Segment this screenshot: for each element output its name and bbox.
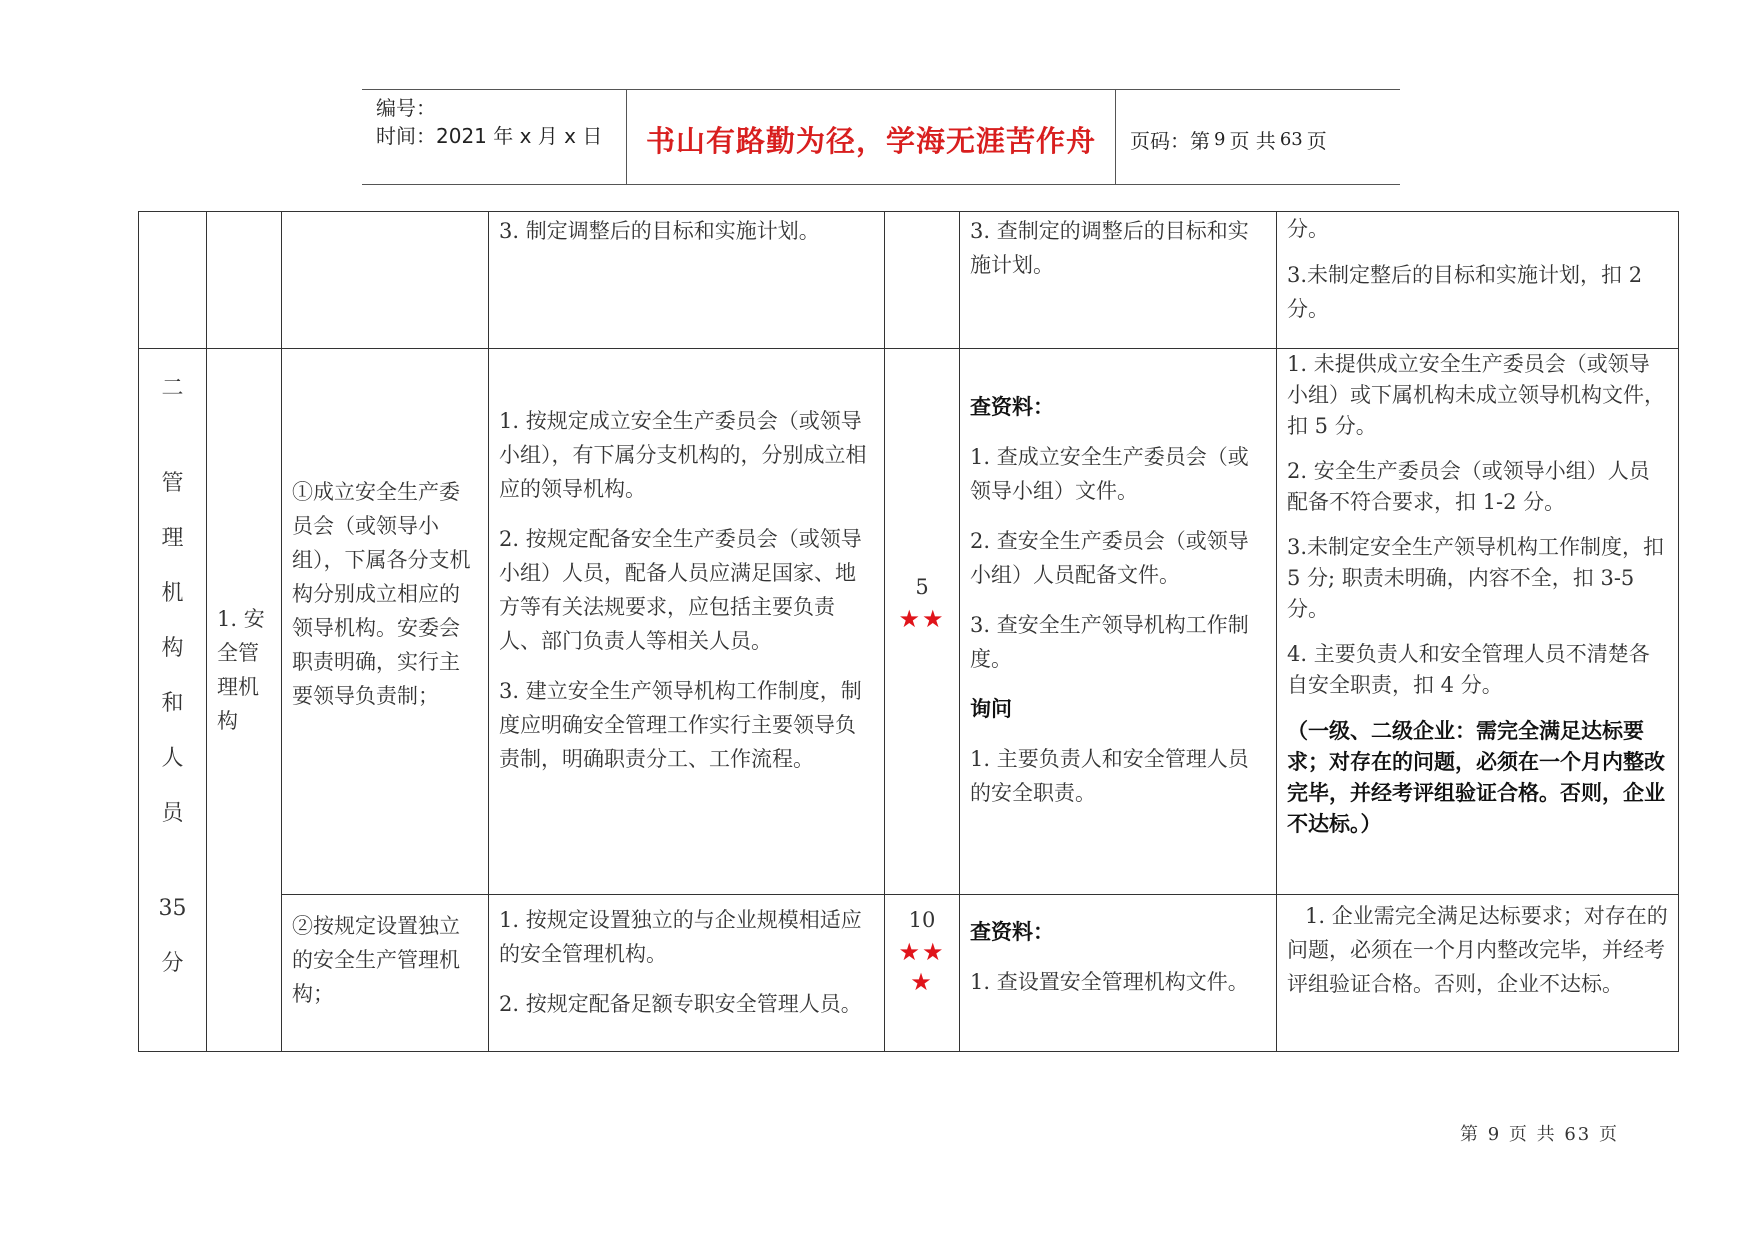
deduction-cell (1277, 212, 1679, 349)
category-cell (139, 349, 207, 1052)
score-value: 10 (908, 908, 936, 932)
document-header (362, 89, 1400, 185)
deduction-cell (1277, 349, 1679, 895)
requirement-text: 2. 按规定配备安全生产委员会（或领导小组）人员，配备人员应满足国家、地方等有关法规要求，应包括主要负责人、部门负责人等相关人员。 (499, 526, 862, 653)
deduction-text: 1. 企业需完全满足达标要求；对存在的问题，必须在一个月内整改完毕，并经考评组验证合格。否则，企业不达标。 (1287, 904, 1668, 996)
requirement-text: 1. 按规定成立安全生产委员会（或领导小组），有下属分支机构的，分别成立相应的领导机构。 (499, 408, 867, 501)
empty-cell (885, 212, 960, 349)
requirement-text: 2. 按规定配备足额专职安全管理人员。 (499, 992, 862, 1016)
deduction-note: （一级、二级企业：需完全满足达标要求；对存在的问题，必须在一个月内整改完毕，并经考评组验证合格。否则，企业不达标。） (1287, 718, 1665, 836)
content-text: ①成立安全生产委员会（或领导小组），下属各分支机构分别成立相应的领导机构。安委会职责明确，实行主要领导负责制； (292, 479, 471, 708)
empty-cell (282, 212, 489, 349)
page-footer: 第 9 页 共 63 页 (1460, 1124, 1619, 1145)
requirement-text: 3. 制定调整后的目标和实施计划。 (499, 219, 820, 243)
deduction-text: 2. 安全生产委员会（或领导小组）人员配备不符合要求，扣 1-2 分。 (1287, 459, 1650, 514)
method-heading: 查资料： (970, 393, 1054, 419)
score-value: 5 (915, 574, 929, 599)
star-icon: ★★ (898, 938, 946, 966)
table-row (139, 212, 1679, 349)
deduction-text: 4. 主要负责人和安全管理人员不清楚各自安全职责，扣 4 分。 (1287, 642, 1650, 697)
deduction-text: 分。 (1287, 217, 1329, 241)
header-motto: 书山有路勤为径，学海无涯苦作舟 (626, 90, 1116, 184)
method-text: 2. 查安全生产委员会（或领导小组）人员配备文件。 (970, 528, 1249, 587)
star-icon: ★ (910, 968, 934, 996)
score-cell (885, 895, 960, 1052)
page-mid: 页 共 (1229, 128, 1276, 153)
content-text: ②按规定设置独立的安全生产管理机构； (292, 914, 460, 1006)
content-cell (282, 349, 489, 895)
category-char: 和 (161, 691, 184, 716)
method-text: 1. 查设置安全管理机构文件。 (970, 970, 1249, 994)
page-total: 63 (1279, 128, 1303, 150)
category-char: 二 (161, 376, 184, 401)
requirement-cell (489, 212, 885, 349)
method-cell (960, 895, 1277, 1052)
requirement-cell (489, 895, 885, 1052)
content-cell (282, 895, 489, 1052)
deduction-text: 3.未制定整后的目标和实施计划，扣 2 分。 (1287, 263, 1643, 321)
empty-cell (139, 212, 207, 349)
method-text: 1. 查成立安全生产委员会（或领导小组）文件。 (970, 444, 1249, 503)
method-text: 3. 查安全生产领导机构工作制度。 (970, 612, 1249, 671)
item-text: 1. 安全管理机构 (217, 607, 265, 733)
empty-cell (207, 212, 282, 349)
category-char: 人 (161, 746, 184, 771)
category-char: 员 (161, 801, 184, 826)
deduction-text: 3.未制定安全生产领导机构工作制度，扣 5 分; 职责未明确，内容不全，扣 3-5 分。 (1287, 535, 1665, 621)
category-char: 管 (161, 471, 184, 496)
category-char: 构 (161, 636, 184, 661)
star-icon: ★★ (898, 604, 946, 633)
requirement-cell (489, 349, 885, 895)
method-heading: 询问 (970, 695, 1012, 721)
category-score: 35 (158, 896, 187, 921)
requirement-text: 1. 按规定设置独立的与企业规模相适应的安全管理机构。 (499, 908, 862, 966)
method-text: 1. 主要负责人和安全管理人员的安全职责。 (970, 746, 1249, 805)
header-page-info (1116, 90, 1400, 184)
deduction-text: 1. 未提供成立安全生产委员会（或领导小组）或下属机构未成立领导机构文件，扣 5 分。 (1287, 352, 1665, 438)
method-text: 3. 查制定的调整后的目标和实施计划。 (970, 219, 1249, 277)
header-meta (362, 90, 626, 184)
requirement-text: 3. 建立安全生产领导机构工作制度，制度应明确安全管理工作实行主要领导负责制，明确职责分工、工作流程。 (499, 678, 862, 771)
method-cell (960, 349, 1277, 895)
category-score-unit: 分 (161, 951, 184, 976)
item-cell (207, 349, 282, 1052)
method-heading: 查资料： (970, 919, 1054, 944)
time-label: 时间：2021 年 x 月 x 日 (376, 124, 603, 148)
table-row (139, 895, 1679, 1052)
standards-table (138, 211, 1679, 1052)
page-prefix: 页码：第 (1130, 128, 1210, 153)
number-label: 编号： (376, 96, 436, 120)
page-suffix: 页 (1306, 128, 1327, 153)
method-cell (960, 212, 1277, 349)
category-char: 机 (161, 581, 184, 606)
page-current: 9 (1214, 128, 1226, 150)
deduction-cell (1277, 895, 1679, 1052)
table-row (139, 349, 1679, 895)
category-char: 理 (161, 526, 184, 551)
score-cell (885, 349, 960, 895)
